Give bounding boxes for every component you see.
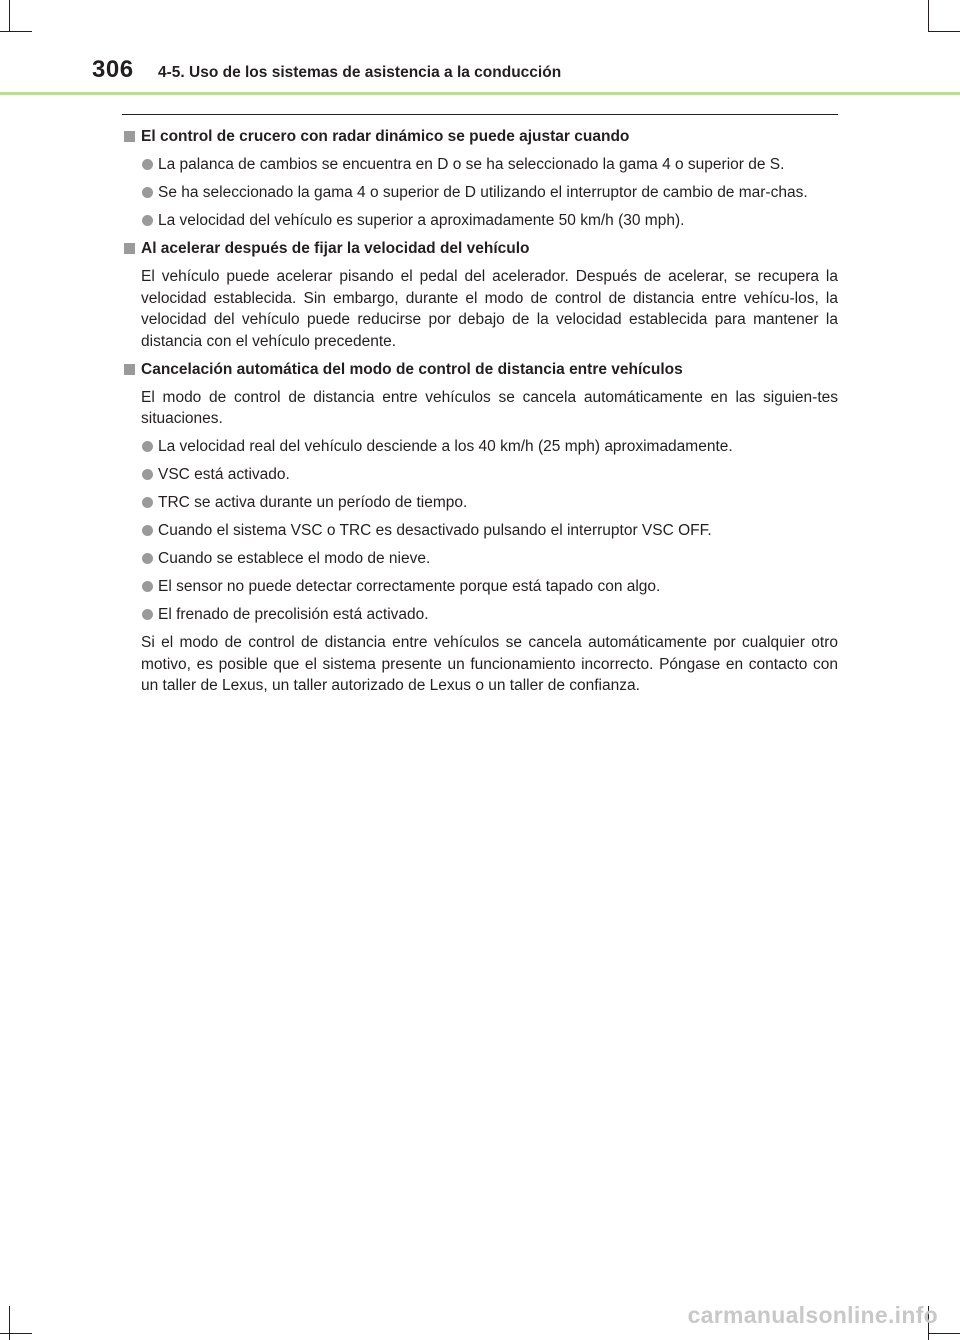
list-item-text: Cuando se establece el modo de nieve. [158, 550, 431, 567]
square-bullet-icon [124, 131, 135, 142]
round-bullet-icon [142, 581, 153, 592]
list-item [122, 210, 838, 232]
header-rule [0, 92, 960, 95]
section-heading-text: El control de crucero con radar dinámico se puede ajustar cuando [141, 128, 630, 145]
list-item-text: TRC se activa durante un período de tiempo. [158, 494, 468, 511]
section-heading [122, 359, 838, 381]
round-bullet-icon [142, 525, 153, 536]
crop-mark-top-right-v [928, 0, 929, 32]
section-automatic-cancellation [122, 359, 838, 697]
round-bullet-icon [142, 441, 153, 452]
list-item-text: El sensor no puede detectar correctamente porque está tapado con algo. [158, 578, 661, 595]
section-accelerating [122, 238, 838, 352]
crop-mark-bottom-left-h [0, 1333, 32, 1334]
list-item-text: Cuando el sistema VSC o TRC es desactivado pulsando el interruptor VSC OFF. [158, 522, 712, 539]
list-item-text: La palanca de cambios se encuentra en D o se ha seleccionado la gama 4 o superior de S. [158, 156, 785, 173]
round-bullet-icon [142, 159, 153, 170]
section-title: 4-5. Uso de los sistemas de asistencia a la conducción [158, 64, 562, 81]
list-item [122, 604, 838, 626]
round-bullet-icon [142, 553, 153, 564]
round-bullet-icon [142, 187, 153, 198]
list-item-text: Se ha seleccionado la gama 4 o superior de D utilizando el interruptor de cambio de mar-chas. [158, 184, 808, 201]
round-bullet-icon [142, 469, 153, 480]
section-heading [122, 238, 838, 260]
content-rule [122, 114, 838, 115]
page-number: 306 [92, 56, 134, 83]
round-bullet-icon [142, 497, 153, 508]
list-item [122, 436, 838, 458]
square-bullet-icon [124, 364, 135, 375]
page-content [122, 126, 838, 703]
list-item [122, 154, 838, 176]
closing-paragraph: Si el modo de control de distancia entre vehículos se cancela automáticamente por cualquier otro motivo, es posible que el sistema presente un funcionamiento incorrecto. Póngase en contacto con un taller de Lexus, un taller autorizado de Lexus o un taller de confianza. [141, 634, 838, 694]
crop-mark-top-right-h [928, 31, 960, 32]
round-bullet-icon [142, 215, 153, 226]
list-item [122, 464, 838, 486]
list-item-text: La velocidad del vehículo es superior a aproximadamente 50 km/h (30 mph). [158, 212, 685, 229]
body-paragraph: El vehículo puede acelerar pisando el pedal del acelerador. Después de acelerar, se recupera la velocidad establecida. Sin embargo, durante el modo de control de distancia entre vehícu-los, la velocidad del vehículo puede reducirse por debajo de la velocidad establecida para mantener la distancia con el vehículo precedente. [141, 268, 838, 350]
crop-mark-bottom-left-v [9, 1306, 10, 1340]
section-cruise-conditions [122, 126, 838, 232]
list-item [122, 548, 838, 570]
crop-mark-top-left-v [9, 0, 10, 32]
watermark-text: carmanualsonline.info [687, 1302, 938, 1328]
square-bullet-icon [124, 243, 135, 254]
list-item-text: La velocidad real del vehículo desciende a los 40 km/h (25 mph) aproximadamente. [158, 438, 733, 455]
round-bullet-icon [142, 609, 153, 620]
crop-mark-bottom-right-h [928, 1333, 960, 1334]
list-item [122, 182, 838, 204]
section-heading-text: Al acelerar después de fijar la velocidad del vehículo [141, 240, 530, 257]
list-item [122, 520, 838, 542]
list-item-text: El frenado de precolisión está activado. [158, 606, 429, 623]
section-heading-text: Cancelación automática del modo de control de distancia entre vehículos [141, 360, 683, 378]
section-heading [122, 126, 838, 148]
crop-mark-top-left-h [0, 31, 32, 32]
list-item [122, 492, 838, 514]
body-paragraph: El modo de control de distancia entre vehículos se cancela automáticamente en las siguien-tes situaciones. [141, 388, 838, 427]
list-item-text: VSC está activado. [158, 466, 290, 483]
list-item [122, 576, 838, 598]
